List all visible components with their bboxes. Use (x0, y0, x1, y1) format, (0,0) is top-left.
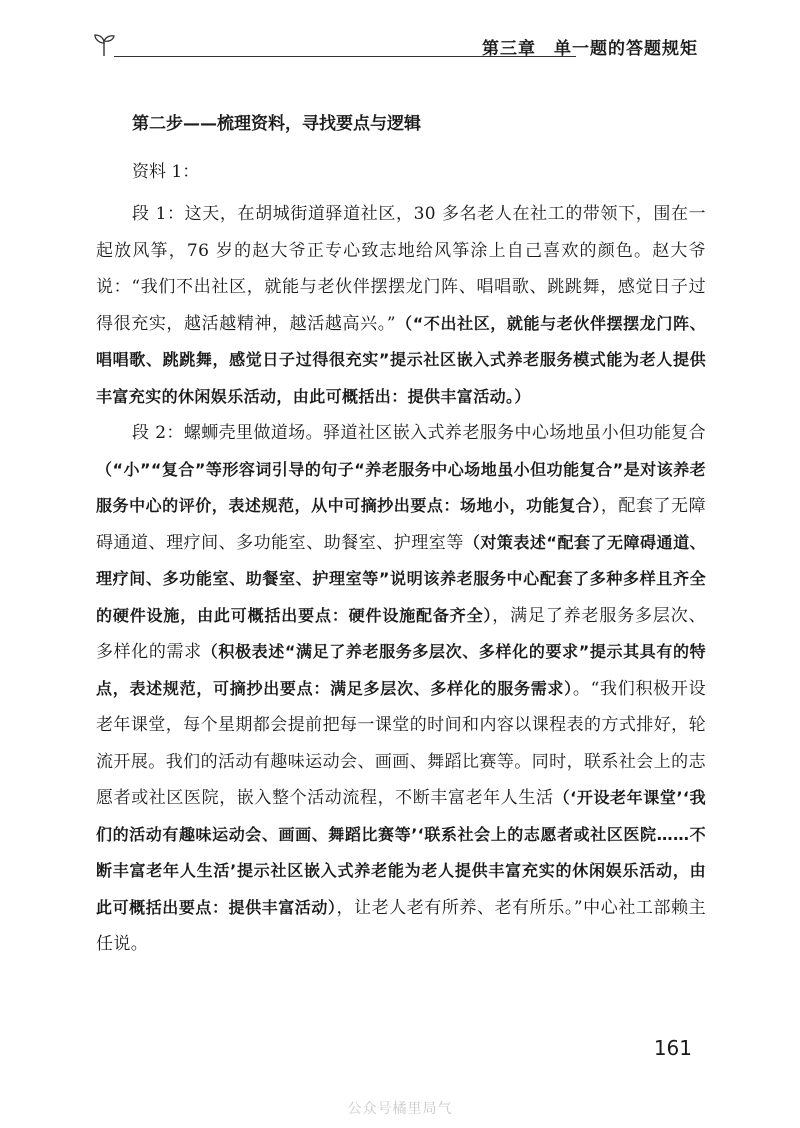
p2-annotation-1: （“小”“复合”等形容词引导的句子“养老服务中心场地虽小但功能复合”是对该养老服务中心的评价，表述规范，从中可摘抄出要点：场地小，功能复合） (96, 459, 706, 515)
paragraph-1 (96, 196, 706, 415)
watermark: 公众号橘里局气 (347, 1101, 453, 1117)
page-body (96, 104, 706, 963)
p2-text-1: 段 2：螺蛳壳里做道场。驿道社区嵌入式养老服务中心场地虽小但功能复合 (132, 423, 706, 443)
material-label: 资料 1： (132, 162, 200, 182)
chapter-number: 第三章 (482, 39, 536, 59)
p2-text-5: ，让老人老有所养、老有所乐。”中心社工部赖主任说。 (96, 897, 706, 954)
p2-annotation-4: （‘开设老年课堂’‘我们的活动有趣味运动会、画画、舞蹈比赛等’‘联系社会上的志愿者或社区医院……不断丰富老年人生活’提示社区嵌入式养老能为老人提供丰富充实的休闲娱乐活动，由此可概括出要点：提供丰富活动） (96, 788, 707, 917)
p2-text-4: 。“我们积极开设老年课堂，每个星期都会提前把每一课堂的时间和内容以课程表的方式排好，轮流开展。我们的活动有趣味运动会、画画、舞蹈比赛等。同时，联系社会上的志愿者或社区医院，嵌入整个活动流程，不断丰富老年人生活 (96, 678, 707, 808)
p1-annotation: （“不出社区，就能与老伙伴摆摆龙门阵、唱唱歌、跳跳舞，感觉日子过得很充实”提示社区嵌入式养老服务模式能为老人提供丰富充实的休闲娱乐活动，由此可概括出：提供丰富活动。） (96, 313, 707, 406)
p2-annotation-3: （积极表述“满足了养老服务多层次、多样化的要求”提示其具有的特点，表述规范，可摘抄出要点：满足多层次、多样化的服务需求） (96, 642, 706, 698)
paragraph-2 (96, 415, 706, 963)
section-heading: 第二步——梳理资料，寻找要点与逻辑 (132, 114, 421, 134)
running-header (92, 24, 712, 64)
p1-text: 段 1：这天，在胡城街道驿道社区，30 多名老人在社工的带领下，围在一起放风筝，76 岁的赵大爷正专心致志地给风筝涂上自己喜欢的颜色。赵大爷说：“我们不出社区，就能与老伙伴摆摆龙门阵、唱唱歌、跳跳舞，感觉日子过得很充实，越活越精神，越活越高兴。” (96, 204, 706, 334)
chapter-title (482, 34, 698, 59)
page-number: 161 (653, 1036, 692, 1060)
p2-annotation-2: （对策表述“配套了无障碍通道、理疗间、多功能室、助餐室、护理室等”说明该养老服务中心配套了多种多样且齐全的硬件设施，由此可概括出要点：硬件设施配备齐全） (96, 532, 706, 625)
sprout-icon (92, 30, 116, 58)
chapter-name: 单一题的答题规矩 (554, 39, 698, 59)
p2-text-3: ，满足了养老服务多层次、多样化的需求 (96, 605, 706, 662)
p2-text-2: ，配套了无障碍通道、理疗间、多功能室、助餐室、护理室等 (96, 496, 706, 553)
